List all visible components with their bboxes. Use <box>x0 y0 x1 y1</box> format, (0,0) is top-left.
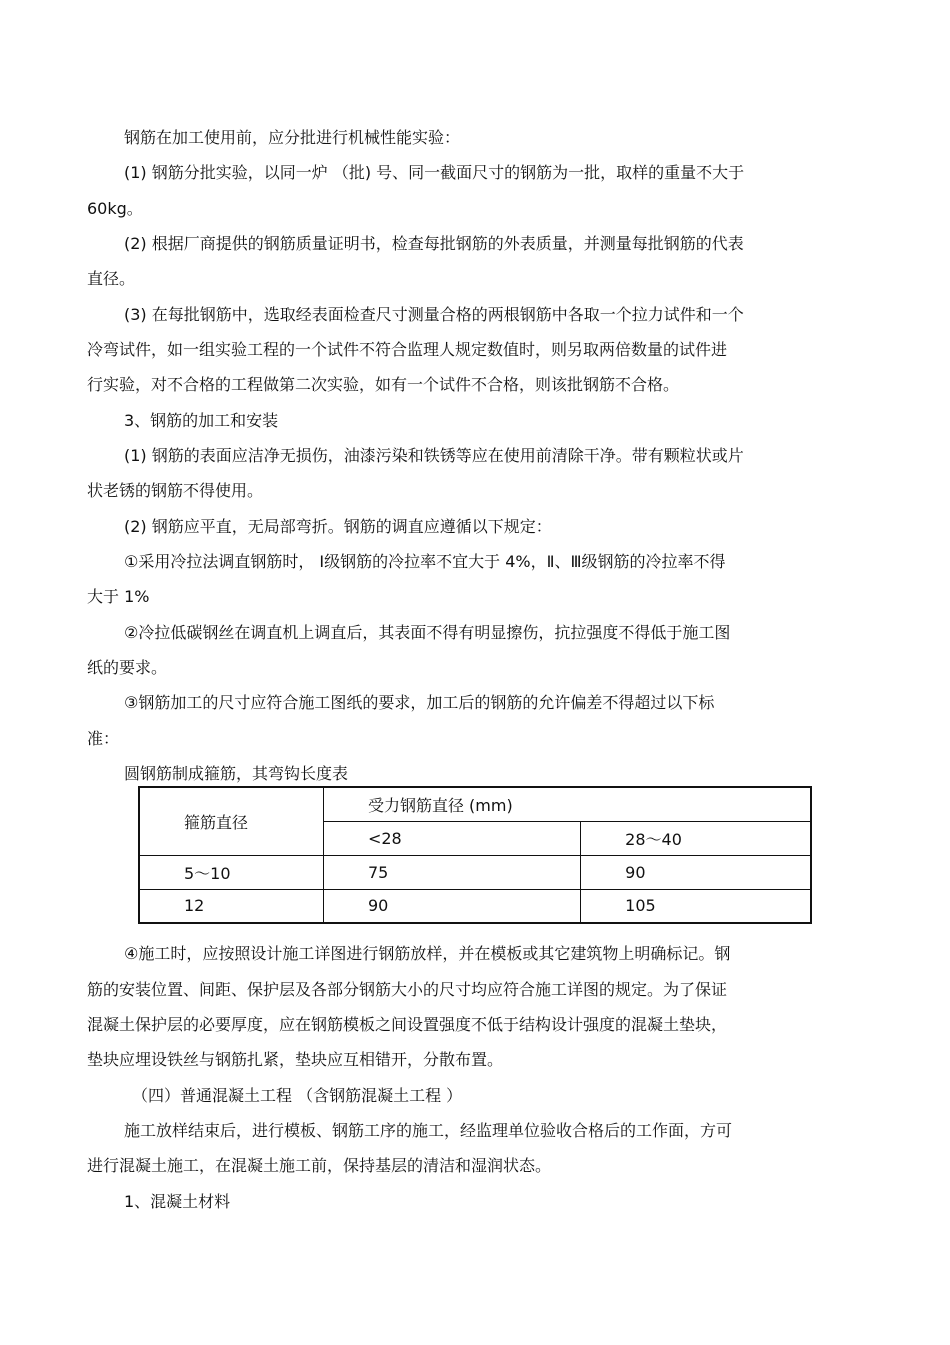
paragraph-6-line-2: 大于 1% <box>87 587 150 606</box>
subheader-28-40: 28～40 <box>581 821 811 855</box>
paragraph-2-line-2: 直径。 <box>87 269 136 288</box>
paragraph-10-line-2: 进行混凝土施工，在混凝土施工前，保持基层的清洁和湿润状态。 <box>87 1156 552 1175</box>
paragraph-7-line-2: 纸的要求。 <box>87 658 168 677</box>
paragraph-1-line-2: 60kg。 <box>87 199 143 218</box>
table-header-row <box>139 787 811 821</box>
table-row <box>139 855 811 889</box>
paragraph-9-line-2: 筋的安装位置、间距、保护层及各部分钢筋大小的尺寸均应符合施工详图的规定。为了保证 <box>87 980 728 999</box>
hook-length-table <box>138 786 812 924</box>
table-cell: 5～10 <box>139 855 323 889</box>
paragraph-3-line-3: 行实验，对不合格的工程做第二次实验，如有一个试件不合格，则该批钢筋不合格。 <box>87 375 680 394</box>
paragraph-1-line-1: (1) 钢筋分批实验，以同一炉 （批) 号、同一截面尺寸的钢筋为一批，取样的重量不大于 <box>124 163 745 182</box>
header-main-rebar-diameter: 受力钢筋直径 (mm) <box>323 787 811 821</box>
paragraph-6-line-1: ①采用冷拉法调直钢筋时， Ⅰ级钢筋的冷拉率不宜大于 4%，Ⅱ、Ⅲ级钢筋的冷拉率不得 <box>124 552 726 571</box>
table-cell: 75 <box>323 855 580 889</box>
paragraph-2-line-1: (2) 根据厂商提供的钢筋质量证明书，检查每批钢筋的外表质量，并测量每批钢筋的代表 <box>124 234 744 253</box>
table-row <box>139 889 811 923</box>
paragraph-4-line-2: 状老锈的钢筋不得使用。 <box>87 481 264 500</box>
paragraph-9-line-4: 垫块应埋设铁丝与钢筋扎紧，垫块应互相错开，分散布置。 <box>87 1050 504 1069</box>
header-stirrup-diameter: 箍筋直径 <box>139 787 323 855</box>
paragraph-3-line-1: (3) 在每批钢筋中，选取经表面检查尺寸测量合格的两根钢筋中各取一个拉力试件和一个 <box>124 305 744 324</box>
table-cell: 90 <box>581 855 811 889</box>
paragraph-9-line-3: 混凝土保护层的必要厚度，应在钢筋模板之间设置强度不低于结构设计强度的混凝土垫块， <box>87 1015 728 1034</box>
section-heading-concrete-materials: 1、混凝土材料 <box>124 1192 231 1211</box>
paragraph-9-line-1: ④施工时，应按照设计施工详图进行钢筋放样，并在模板或其它建筑物上明确标记。钢 <box>124 944 731 963</box>
paragraph-4-line-1: (1) 钢筋的表面应洁净无损伤，油漆污染和铁锈等应在使用前清除干净。带有颗粒状或片 <box>124 446 744 465</box>
subheader-lt-28: <28 <box>323 821 580 855</box>
table-caption: 圆钢筋制成箍筋，其弯钩长度表 <box>124 764 349 783</box>
section-heading-rebar-processing: 3、钢筋的加工和安装 <box>124 411 279 430</box>
paragraph-3-line-2: 冷弯试件，如一组实验工程的一个试件不符合监理人规定数值时，则另取两倍数量的试件进 <box>87 340 728 359</box>
table-cell: 12 <box>139 889 323 923</box>
paragraph-intro: 钢筋在加工使用前，应分批进行机械性能实验： <box>124 128 461 147</box>
paragraph-8-line-2: 准： <box>87 729 120 748</box>
section-heading-concrete-works: （四）普通混凝土工程 （含钢筋混凝土工程 ） <box>132 1086 463 1105</box>
paragraph-10-line-1: 施工放样结束后，进行模板、钢筋工序的施工，经监理单位验收合格后的工作面，方可 <box>124 1121 733 1140</box>
paragraph-8-line-1: ③钢筋加工的尺寸应符合施工图纸的要求，加工后的钢筋的允许偏差不得超过以下标 <box>124 693 715 712</box>
table-cell: 90 <box>323 889 580 923</box>
table-cell: 105 <box>581 889 811 923</box>
paragraph-5: (2) 钢筋应平直，无局部弯折。钢筋的调直应遵循以下规定： <box>124 517 552 536</box>
paragraph-7-line-1: ②冷拉低碳钢丝在调直机上调直后，其表面不得有明显擦伤，抗拉强度不得低于施工图 <box>124 623 731 642</box>
